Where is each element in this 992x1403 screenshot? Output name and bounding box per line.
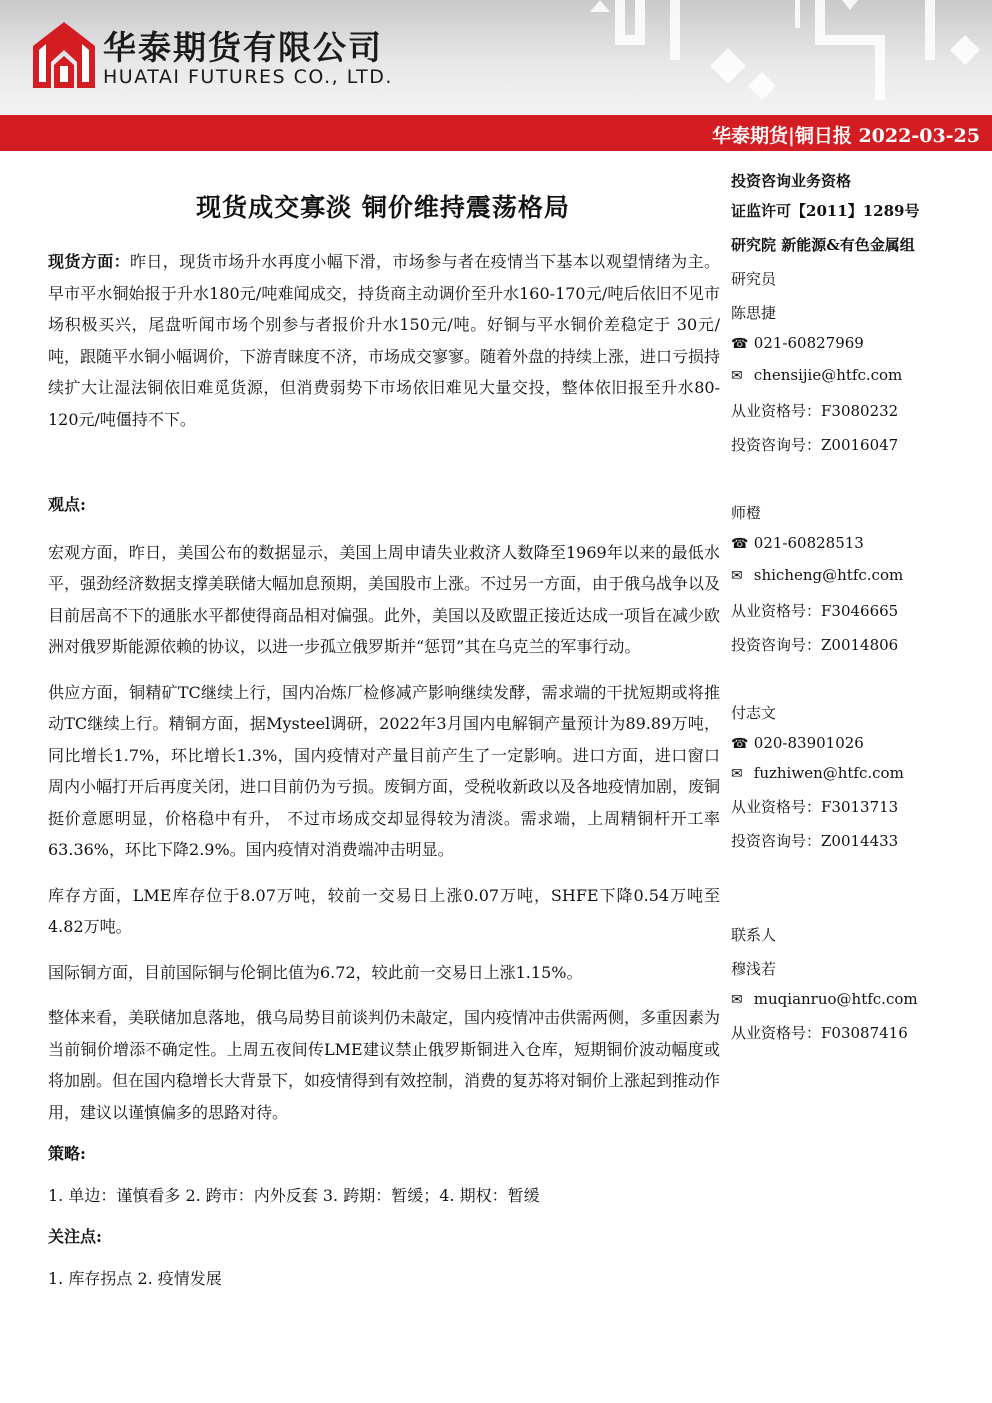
contact-cert: 从业资格号：F03087416 xyxy=(731,1024,908,1042)
qualification-title: 投资咨询业务资格 xyxy=(731,172,852,190)
phone-icon: ☎ xyxy=(731,336,749,352)
huatai-logo-icon xyxy=(33,22,95,88)
researcher3-cert: 从业资格号：F3013713 xyxy=(731,798,899,816)
phone-text: 021-60827969 xyxy=(753,334,864,352)
supply-paragraph: 供应方面，铜精矿TC继续上行，国内冶炼厂检修减产影响继续发酵，需求端的干扰短期或将推动TC继续上行。精铜方面，据Mysteel调研，2022年3月国内电解铜产量预计为89.89万吨，同比增长1.7%，环比增长1.3%，国内疫情对产量目前产生了一定影响。进口方面，进口窗口周内小幅打开后再度关闭，进口目前仍为亏损。废铜方面，受税收新政以及各地疫情加剧，废铜挺价意愿明显，价格稳中有升， 不过市场成交却显得较为清淡。需求端，上周精铜杆开工率63.36%，环比下降2.9%。国内疫情对消费端冲击明显。 xyxy=(48,682,721,859)
macro-paragraph: 宏观方面，昨日，美国公布的数据显示，美国上周申请失业救济人数降至1969年以来的最低水平，强劲经济数据支撑美联储大幅加息预期，美国股市上涨。不过另一方面，由于俄乌战争以及目前居高不下的通胀水平都使得商品相对偏强。此外，美国以及欧盟正接近达成一项旨在减少欧洲对俄罗斯能源依赖的协议，以进一步孤立俄罗斯并“惩罚”其在乌克兰的军事行动。 xyxy=(48,542,721,656)
researcher2-invest: 投资咨询号：Z0014806 xyxy=(731,636,899,654)
researcher1-email[interactable] xyxy=(731,366,902,384)
researcher1-phone xyxy=(731,334,864,352)
license-number: 证监许可【2011】1289号 xyxy=(731,202,920,220)
envelope-icon: ✉ xyxy=(731,568,743,584)
report-title: 现货成交寡淡 铜价维持震荡格局 xyxy=(196,193,570,222)
focus-text: 1. 库存拐点 2. 疫情发展 xyxy=(48,1268,222,1288)
phone-icon: ☎ xyxy=(731,736,749,752)
company-name-cn: 华泰期货有限公司 xyxy=(103,28,383,67)
report-banner xyxy=(0,115,992,151)
researcher3-name: 付志文 xyxy=(731,704,777,722)
researcher2-email[interactable] xyxy=(731,566,903,584)
inventory-paragraph: 库存方面，LME库存位于8.07万吨，较前一交易日上涨0.07万吨，SHFE下降0.54万吨至4.82万吨。 xyxy=(48,885,720,936)
company-name-en: HUATAI FUTURES CO., LTD. xyxy=(103,66,393,88)
spot-text: 昨日，现货市场升水再度小幅下滑，市场参与者在疫情当下基本以观望情绪为主。早市平水铜始报于升水180元/吨难闻成交，持货商主动调价至升水160-170元/吨后依旧不见市场积极买兴，尾盘听闻市场个别参与者报价升水150元/吨。好铜与平水铜价差稳定于 30元/吨，跟随平水铜小幅调价，下游青睐度不济，市场成交寥寥。随着外盘的持续上涨，进口亏损持续扩大让湿法铜依旧难觅货源，但消费弱势下市场依旧难见大量交投，整体依旧报至升水80-120元/吨僵持不下。 xyxy=(48,252,721,429)
envelope-icon: ✉ xyxy=(731,766,743,782)
phone-icon: ☎ xyxy=(731,536,749,552)
view-heading: 观点: xyxy=(48,495,86,514)
researcher3-email[interactable] xyxy=(731,764,904,782)
intl-paragraph: 国际铜方面，目前国际铜与伦铜比值为6.72，较此前一交易日上涨1.15%。 xyxy=(48,962,583,982)
spot-label: 现货方面： xyxy=(48,252,130,271)
contact-label: 联系人 xyxy=(731,926,777,944)
strategy-heading: 策略: xyxy=(48,1144,86,1163)
researcher3-invest: 投资咨询号：Z0014433 xyxy=(731,832,899,850)
email-link[interactable]: fuzhiwen@htfc.com xyxy=(753,764,904,782)
main-content xyxy=(48,246,720,1294)
researcher3-phone xyxy=(731,734,864,752)
email-link[interactable]: muqianruo@htfc.com xyxy=(753,990,918,1008)
focus-heading: 关注点: xyxy=(48,1227,102,1246)
strategy-text: 1. 单边：谨慎看多 2. 跨市：内外反套 3. 跨期：暂缓；4. 期权：暂缓 xyxy=(48,1185,540,1205)
researcher1-name: 陈思捷 xyxy=(731,304,777,322)
phone-text: 021-60828513 xyxy=(753,534,864,552)
researcher2-cert: 从业资格号：F3046665 xyxy=(731,602,899,620)
researcher1-invest: 投资咨询号：Z0016047 xyxy=(731,436,899,454)
envelope-icon: ✉ xyxy=(731,992,743,1008)
header-decoration xyxy=(560,0,992,115)
researcher2-name: 师橙 xyxy=(731,504,762,522)
email-link[interactable]: chensijie@htfc.com xyxy=(753,366,903,384)
page-header xyxy=(0,0,992,115)
envelope-icon: ✉ xyxy=(731,368,743,384)
phone-text: 020-83901026 xyxy=(753,734,864,752)
contact-name: 穆浅若 xyxy=(731,960,777,978)
overall-paragraph: 整体来看，美联储加息落地，俄乌局势目前谈判仍未敲定，国内疫情冲击供需两侧，多重因素为当前铜价增添不确定性。上周五夜间传LME建议禁止俄罗斯铜进入仓库，短期铜价波动幅度或将加剧。但在国内稳增长大背景下，如疫情得到有效控制，消费的复苏将对铜价上涨起到推动作用，建议以谨慎偏多的思路对待。 xyxy=(48,1008,721,1122)
contact-email[interactable] xyxy=(731,990,918,1008)
spot-paragraph xyxy=(48,246,720,435)
report-tag: 华泰期货|铜日报 2022-03-25 xyxy=(711,125,980,147)
researcher1-cert: 从业资格号：F3080232 xyxy=(731,402,899,420)
email-link[interactable]: shicheng@htfc.com xyxy=(753,566,904,584)
researcher-label: 研究员 xyxy=(731,270,777,288)
department: 研究院 新能源&有色金属组 xyxy=(731,236,915,254)
researcher2-phone xyxy=(731,534,864,552)
